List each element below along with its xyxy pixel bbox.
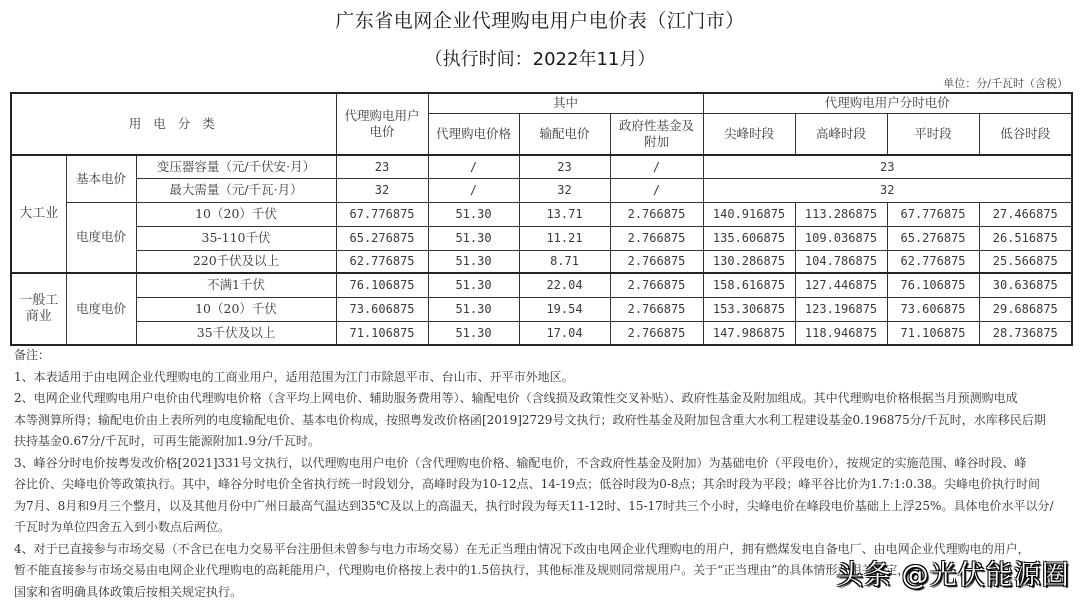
effective-date-subtitle: （执行时间：2022年11月） bbox=[0, 45, 1080, 71]
cell-transmission: 17.04 bbox=[519, 321, 610, 345]
price-table bbox=[10, 92, 1073, 346]
header-tou-group: 代理购电用户分时电价 bbox=[703, 93, 1072, 113]
cell-fund: 2.766875 bbox=[610, 273, 703, 297]
cell-user-price: 76.106875 bbox=[336, 273, 428, 297]
cell-fund: 2.766875 bbox=[610, 226, 703, 250]
cell-transmission: 22.04 bbox=[519, 273, 610, 297]
cell-user-price: 65.276875 bbox=[336, 226, 428, 250]
page-title: 广东省电网企业代理购电用户电价表（江门市） bbox=[0, 6, 1080, 33]
note-line: 2、电网企业代理购电用户电价由代理购电价格（含平均上网电价、辅助服务费用等）、输配电价（含线损及政策性交叉补贴）、政府性基金及附加组成。其中代理购电价格根据当月预测购电成 bbox=[14, 388, 1074, 410]
table-row bbox=[11, 250, 1072, 273]
subgroup-basic-price: 基本电价 bbox=[66, 155, 136, 202]
cell-high: 123.196875 bbox=[795, 297, 887, 321]
cell-flat: 71.106875 bbox=[887, 321, 979, 345]
cell-fund: 2.766875 bbox=[610, 250, 703, 273]
header-tou-peak: 尖峰时段 bbox=[703, 113, 795, 155]
cell-high: 109.036875 bbox=[795, 226, 887, 250]
cell-high: 127.446875 bbox=[795, 273, 887, 297]
table-row bbox=[11, 202, 1072, 226]
cell-peak: 130.286875 bbox=[703, 250, 795, 273]
subgroup-energy-price: 电度电价 bbox=[66, 273, 136, 345]
cell-fund: / bbox=[610, 178, 703, 202]
cell-user-price: 62.776875 bbox=[336, 250, 428, 273]
cell-purchase: / bbox=[428, 155, 519, 178]
cell-peak: 158.616875 bbox=[703, 273, 795, 297]
cell-fund: 2.766875 bbox=[610, 297, 703, 321]
cell-transmission: 8.71 bbox=[519, 250, 610, 273]
cell-transmission: 11.21 bbox=[519, 226, 610, 250]
table-row bbox=[11, 273, 1072, 297]
header-transmission-price: 输配电价 bbox=[519, 113, 610, 155]
header-tou-flat: 平时段 bbox=[887, 113, 979, 155]
cell-purchase: 51.30 bbox=[428, 321, 519, 345]
table-row bbox=[11, 321, 1072, 345]
cell-transmission: 13.71 bbox=[519, 202, 610, 226]
row-item: 不满1千伏 bbox=[136, 273, 336, 297]
unit-label: 单位：分/千瓦时（含税） bbox=[943, 75, 1068, 91]
note-line: 千瓦时为单位四舍五入到小数点后两位。 bbox=[14, 517, 1074, 539]
group-large-industry: 大工业 bbox=[11, 155, 66, 273]
cell-user-price: 71.106875 bbox=[336, 321, 428, 345]
cell-high: 113.286875 bbox=[795, 202, 887, 226]
subgroup-energy-price: 电度电价 bbox=[66, 202, 136, 273]
row-item: 10（20）千伏 bbox=[136, 202, 336, 226]
cell-purchase: 51.30 bbox=[428, 297, 519, 321]
note-line: 1、本表适用于由电网企业代理购电的工商业用户，适用范围为江门市除恩平市、台山市、开平市外地区。 bbox=[14, 367, 1074, 389]
row-item: 35千伏及以上 bbox=[136, 321, 336, 345]
cell-valley: 29.686875 bbox=[979, 297, 1072, 321]
cell-fund: 2.766875 bbox=[610, 321, 703, 345]
header-agent-purchase-price: 代理购电价格 bbox=[428, 113, 519, 155]
cell-flat: 67.776875 bbox=[887, 202, 979, 226]
note-line: 4、对于已直接参与市场交易（不含已在电力交易平台注册但未曾参与电力市场交易）在无正当理由情况下改由电网企业代理购电的用户，拥有燃煤发电自备电厂、由电网企业代理购电的用户， bbox=[14, 539, 1074, 561]
group-general-commercial: 一般工商业 bbox=[11, 273, 66, 345]
cell-user-price: 67.776875 bbox=[336, 202, 428, 226]
cell-user-price: 23 bbox=[336, 155, 428, 178]
cell-high: 118.946875 bbox=[795, 321, 887, 345]
cell-tou-merged: 32 bbox=[703, 178, 1072, 202]
cell-valley: 30.636875 bbox=[979, 273, 1072, 297]
cell-peak: 140.916875 bbox=[703, 202, 795, 226]
header-of-which: 其中 bbox=[428, 93, 703, 113]
cell-user-price: 32 bbox=[336, 178, 428, 202]
row-item: 10（20）千伏 bbox=[136, 297, 336, 321]
cell-user-price: 73.606875 bbox=[336, 297, 428, 321]
cell-flat: 62.776875 bbox=[887, 250, 979, 273]
row-item: 最大需量（元/千瓦·月） bbox=[136, 178, 336, 202]
note-line: 为7月、8月和9月三个整月，以及其他月份中广州日最高气温达到35℃及以上的高温天，执行时段为每天11-12时、15-17时共三个小时，尖峰电价在峰段电价基础上上浮25%。具体电价水平以分/ bbox=[14, 496, 1074, 518]
note-line: 国家和省明确具体政策后按相关规定执行。 bbox=[14, 582, 1074, 603]
row-item: 变压器容量（元/千伏安·月） bbox=[136, 155, 336, 178]
cell-transmission: 19.54 bbox=[519, 297, 610, 321]
cell-flat: 73.606875 bbox=[887, 297, 979, 321]
cell-fund: 2.766875 bbox=[610, 202, 703, 226]
table-row bbox=[11, 297, 1072, 321]
cell-valley: 26.516875 bbox=[979, 226, 1072, 250]
note-line: 谷比价、尖峰电价等政策执行。其中，峰谷分时电价全省执行统一时段划分，高峰时段为10-12点、14-19点；低谷时段为0-8点；其余时段为平段；峰平谷比价为1.7:1:0.38。尖峰电价执行时间 bbox=[14, 474, 1074, 496]
cell-flat: 76.106875 bbox=[887, 273, 979, 297]
cell-purchase: 51.30 bbox=[428, 273, 519, 297]
cell-tou-merged: 23 bbox=[703, 155, 1072, 178]
note-line: 3、峰谷分时电价按粤发改价格[2021]331号文执行，以代理购电用户电价（含代理购电价格、输配电价，不含政府性基金及附加）为基础电价（平段电价），按规定的实施范围、峰谷时段、峰 bbox=[14, 453, 1074, 475]
header-category: 用 电 分 类 bbox=[11, 93, 336, 155]
header-agent-user-price: 代理购电用户电价 bbox=[336, 93, 428, 155]
table-row bbox=[11, 155, 1072, 178]
note-line: 暂不能直接参与市场交易由电网企业代理购电的高耗能用户，代理购电价格按上表中的1.5倍执行，其他标准及规则同常规用户。关于“正当理由”的具体情形及相关规定，待 bbox=[14, 560, 1074, 582]
cell-purchase: / bbox=[428, 178, 519, 202]
header-tou-high: 高峰时段 bbox=[795, 113, 887, 155]
cell-purchase: 51.30 bbox=[428, 202, 519, 226]
cell-fund: / bbox=[610, 155, 703, 178]
cell-peak: 147.986875 bbox=[703, 321, 795, 345]
cell-purchase: 51.30 bbox=[428, 226, 519, 250]
header-tou-valley: 低谷时段 bbox=[979, 113, 1072, 155]
cell-transmission: 23 bbox=[519, 155, 610, 178]
header-gov-fund: 政府性基金及附加 bbox=[610, 113, 703, 155]
cell-valley: 28.736875 bbox=[979, 321, 1072, 345]
table-row bbox=[11, 178, 1072, 202]
cell-purchase: 51.30 bbox=[428, 250, 519, 273]
row-item: 35-110千伏 bbox=[136, 226, 336, 250]
cell-peak: 153.306875 bbox=[703, 297, 795, 321]
note-line: 本等测算所得；输配电价由上表所列的电度输配电价、基本电价构成，按照粤发改价格函[2019]2729号文执行；政府性基金及附加包含重大水利工程建设基金0.196875分/千瓦时，水库移民后期 bbox=[14, 410, 1074, 432]
notes-heading: 备注： bbox=[14, 345, 1074, 367]
row-item: 220千伏及以上 bbox=[136, 250, 336, 273]
cell-valley: 27.466875 bbox=[979, 202, 1072, 226]
cell-flat: 65.276875 bbox=[887, 226, 979, 250]
watermark: 头条 @光伏能源圈 bbox=[836, 553, 1070, 592]
cell-high: 104.786875 bbox=[795, 250, 887, 273]
cell-valley: 25.566875 bbox=[979, 250, 1072, 273]
cell-peak: 135.606875 bbox=[703, 226, 795, 250]
cell-transmission: 32 bbox=[519, 178, 610, 202]
table-row bbox=[11, 226, 1072, 250]
note-line: 扶持基金0.67分/千瓦时，可再生能源附加1.9分/千瓦时。 bbox=[14, 431, 1074, 453]
